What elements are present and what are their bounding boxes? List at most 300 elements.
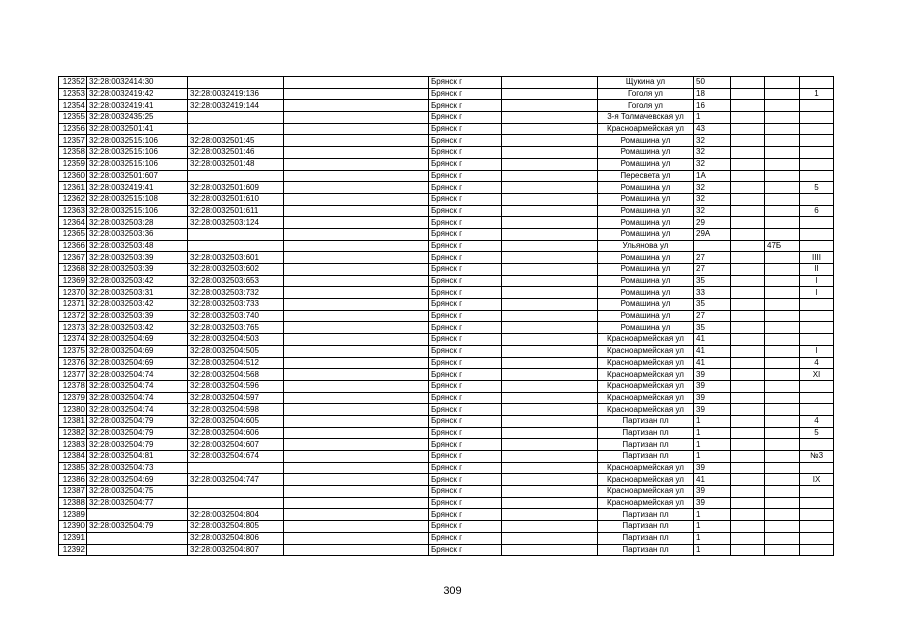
cadastral-number-cell: 32:28:0032503:42	[87, 299, 188, 311]
related-cadastral-number-cell	[188, 77, 284, 89]
street-cell: Пересвета ул	[598, 170, 694, 182]
premises-number-cell	[800, 380, 834, 392]
street-cell: Красноармейская ул	[598, 486, 694, 498]
table-row	[59, 112, 834, 124]
empty-cell	[502, 392, 598, 404]
empty-cell	[502, 228, 598, 240]
empty-cell	[284, 369, 429, 381]
related-cadastral-number-cell: 32:28:0032501:611	[188, 205, 284, 217]
cadastral-number-cell: 32:28:0032419:42	[87, 88, 188, 100]
empty-cell	[502, 135, 598, 147]
street-cell: Партизан пл	[598, 532, 694, 544]
premises-number-cell	[800, 147, 834, 159]
related-cadastral-number-cell: 32:28:0032501:45	[188, 135, 284, 147]
table-row	[59, 439, 834, 451]
empty-cell	[731, 205, 765, 217]
city-cell: Брянск г	[429, 497, 502, 509]
cadastral-number-cell: 32:28:0032503:28	[87, 217, 188, 229]
house-number-cell: 1	[694, 509, 731, 521]
row-number-cell: 12380	[59, 404, 87, 416]
related-cadastral-number-cell: 32:28:0032504:607	[188, 439, 284, 451]
city-cell: Брянск г	[429, 193, 502, 205]
cadastral-number-cell: 32:28:0032504:74	[87, 404, 188, 416]
table-row	[59, 182, 834, 194]
empty-cell	[731, 521, 765, 533]
building-number-cell	[765, 415, 800, 427]
premises-number-cell	[800, 158, 834, 170]
empty-cell	[502, 158, 598, 170]
row-number-cell: 12355	[59, 112, 87, 124]
street-cell: Красноармейская ул	[598, 392, 694, 404]
related-cadastral-number-cell: 32:28:0032504:804	[188, 509, 284, 521]
empty-cell	[502, 182, 598, 194]
row-number-cell: 12376	[59, 357, 87, 369]
city-cell: Брянск г	[429, 462, 502, 474]
premises-number-cell: №3	[800, 451, 834, 463]
empty-cell	[731, 392, 765, 404]
cadastral-number-cell: 32:28:0032515:106	[87, 205, 188, 217]
cadastral-number-cell: 32:28:0032419:41	[87, 100, 188, 112]
street-cell: Ромашина ул	[598, 158, 694, 170]
related-cadastral-number-cell: 32:28:0032501:610	[188, 193, 284, 205]
related-cadastral-number-cell: 32:28:0032504:806	[188, 532, 284, 544]
cadastral-number-cell: 32:28:0032503:31	[87, 287, 188, 299]
related-cadastral-number-cell: 32:28:0032504:512	[188, 357, 284, 369]
building-number-cell	[765, 380, 800, 392]
house-number-cell: 39	[694, 380, 731, 392]
house-number-cell: 29	[694, 217, 731, 229]
related-cadastral-number-cell	[188, 240, 284, 252]
empty-cell	[731, 170, 765, 182]
table-row	[59, 193, 834, 205]
building-number-cell	[765, 322, 800, 334]
empty-cell	[731, 264, 765, 276]
house-number-cell: 32	[694, 182, 731, 194]
house-number-cell: 32	[694, 158, 731, 170]
row-number-cell: 12357	[59, 135, 87, 147]
empty-cell	[284, 299, 429, 311]
house-number-cell: 41	[694, 474, 731, 486]
empty-cell	[284, 310, 429, 322]
cadastral-number-cell: 32:28:0032435:25	[87, 112, 188, 124]
house-number-cell: 29А	[694, 228, 731, 240]
street-cell: Ромашина ул	[598, 217, 694, 229]
empty-cell	[284, 521, 429, 533]
table-row	[59, 299, 834, 311]
house-number-cell: 41	[694, 357, 731, 369]
related-cadastral-number-cell: 32:28:0032419:136	[188, 88, 284, 100]
row-number-cell: 12371	[59, 299, 87, 311]
empty-cell	[731, 193, 765, 205]
empty-cell	[284, 100, 429, 112]
related-cadastral-number-cell: 32:28:0032503:740	[188, 310, 284, 322]
house-number-cell: 1	[694, 439, 731, 451]
empty-cell	[731, 228, 765, 240]
building-number-cell	[765, 357, 800, 369]
empty-cell	[502, 112, 598, 124]
related-cadastral-number-cell	[188, 228, 284, 240]
empty-cell	[731, 182, 765, 194]
table-row	[59, 404, 834, 416]
city-cell: Брянск г	[429, 217, 502, 229]
row-number-cell: 12387	[59, 486, 87, 498]
related-cadastral-number-cell: 32:28:0032504:674	[188, 451, 284, 463]
building-number-cell	[765, 310, 800, 322]
related-cadastral-number-cell: 32:28:0032504:598	[188, 404, 284, 416]
empty-cell	[502, 193, 598, 205]
row-number-cell: 12354	[59, 100, 87, 112]
related-cadastral-number-cell: 32:28:0032503:765	[188, 322, 284, 334]
empty-cell	[502, 205, 598, 217]
premises-number-cell: I	[800, 345, 834, 357]
empty-cell	[731, 404, 765, 416]
street-cell: Партизан пл	[598, 415, 694, 427]
premises-number-cell	[800, 486, 834, 498]
table-row	[59, 264, 834, 276]
related-cadastral-number-cell: 32:28:0032504:605	[188, 415, 284, 427]
empty-cell	[731, 158, 765, 170]
empty-cell	[502, 439, 598, 451]
empty-cell	[284, 287, 429, 299]
empty-cell	[502, 521, 598, 533]
premises-number-cell	[800, 532, 834, 544]
row-number-cell: 12358	[59, 147, 87, 159]
row-number-cell: 12352	[59, 77, 87, 89]
empty-cell	[284, 451, 429, 463]
house-number-cell: 50	[694, 77, 731, 89]
street-cell: Партизан пл	[598, 521, 694, 533]
empty-cell	[731, 217, 765, 229]
row-number-cell: 12366	[59, 240, 87, 252]
premises-number-cell: XI	[800, 369, 834, 381]
house-number-cell: 27	[694, 252, 731, 264]
street-cell: Красноармейская ул	[598, 334, 694, 346]
premises-number-cell: II	[800, 264, 834, 276]
cadastral-number-cell: 32:28:0032503:39	[87, 252, 188, 264]
cadastral-number-cell: 32:28:0032419:41	[87, 182, 188, 194]
empty-cell	[284, 532, 429, 544]
empty-cell	[284, 404, 429, 416]
city-cell: Брянск г	[429, 532, 502, 544]
building-number-cell: 47Б	[765, 240, 800, 252]
street-cell: Ромашина ул	[598, 205, 694, 217]
empty-cell	[284, 264, 429, 276]
empty-cell	[731, 135, 765, 147]
cadastral-number-cell: 32:28:0032504:69	[87, 334, 188, 346]
table-row	[59, 252, 834, 264]
street-cell: Ромашина ул	[598, 252, 694, 264]
building-number-cell	[765, 404, 800, 416]
related-cadastral-number-cell: 32:28:0032501:609	[188, 182, 284, 194]
building-number-cell	[765, 123, 800, 135]
house-number-cell: 39	[694, 486, 731, 498]
related-cadastral-number-cell: 32:28:0032504:606	[188, 427, 284, 439]
city-cell: Брянск г	[429, 544, 502, 556]
city-cell: Брянск г	[429, 240, 502, 252]
empty-cell	[502, 170, 598, 182]
building-number-cell	[765, 252, 800, 264]
table-row	[59, 77, 834, 89]
building-number-cell	[765, 287, 800, 299]
house-number-cell: 35	[694, 322, 731, 334]
city-cell: Брянск г	[429, 310, 502, 322]
table-row	[59, 392, 834, 404]
related-cadastral-number-cell	[188, 462, 284, 474]
table-row	[59, 135, 834, 147]
building-number-cell	[765, 509, 800, 521]
city-cell: Брянск г	[429, 88, 502, 100]
building-number-cell	[765, 439, 800, 451]
house-number-cell: 39	[694, 369, 731, 381]
city-cell: Брянск г	[429, 182, 502, 194]
street-cell: Ромашина ул	[598, 147, 694, 159]
building-number-cell	[765, 392, 800, 404]
table-row	[59, 474, 834, 486]
row-number-cell: 12384	[59, 451, 87, 463]
city-cell: Брянск г	[429, 112, 502, 124]
empty-cell	[502, 427, 598, 439]
cadastral-number-cell: 32:28:0032504:69	[87, 345, 188, 357]
empty-cell	[502, 100, 598, 112]
row-number-cell: 12385	[59, 462, 87, 474]
table-row	[59, 427, 834, 439]
building-number-cell	[765, 228, 800, 240]
empty-cell	[731, 544, 765, 556]
street-cell: Ромашина ул	[598, 299, 694, 311]
empty-cell	[284, 228, 429, 240]
premises-number-cell: 5	[800, 427, 834, 439]
street-cell: Ульянова ул	[598, 240, 694, 252]
city-cell: Брянск г	[429, 369, 502, 381]
empty-cell	[284, 158, 429, 170]
empty-cell	[502, 404, 598, 416]
related-cadastral-number-cell	[188, 170, 284, 182]
empty-cell	[284, 474, 429, 486]
building-number-cell	[765, 462, 800, 474]
empty-cell	[284, 240, 429, 252]
city-cell: Брянск г	[429, 474, 502, 486]
city-cell: Брянск г	[429, 287, 502, 299]
empty-cell	[502, 287, 598, 299]
premises-number-cell	[800, 462, 834, 474]
premises-number-cell	[800, 217, 834, 229]
empty-cell	[502, 486, 598, 498]
row-number-cell: 12369	[59, 275, 87, 287]
row-number-cell: 12363	[59, 205, 87, 217]
premises-number-cell	[800, 497, 834, 509]
premises-number-cell	[800, 404, 834, 416]
empty-cell	[284, 205, 429, 217]
house-number-cell: 1	[694, 521, 731, 533]
empty-cell	[284, 135, 429, 147]
street-cell: Красноармейская ул	[598, 462, 694, 474]
cadastral-number-cell: 32:28:0032515:106	[87, 147, 188, 159]
related-cadastral-number-cell: 32:28:0032501:48	[188, 158, 284, 170]
city-cell: Брянск г	[429, 439, 502, 451]
table-row	[59, 205, 834, 217]
related-cadastral-number-cell: 32:28:0032504:505	[188, 345, 284, 357]
city-cell: Брянск г	[429, 322, 502, 334]
cadastral-number-cell: 32:28:0032504:79	[87, 521, 188, 533]
related-cadastral-number-cell: 32:28:0032503:124	[188, 217, 284, 229]
empty-cell	[502, 357, 598, 369]
building-number-cell	[765, 427, 800, 439]
related-cadastral-number-cell	[188, 112, 284, 124]
table-row	[59, 369, 834, 381]
table-row	[59, 334, 834, 346]
city-cell: Брянск г	[429, 380, 502, 392]
related-cadastral-number-cell: 32:28:0032504:805	[188, 521, 284, 533]
empty-cell	[502, 380, 598, 392]
street-cell: Ромашина ул	[598, 264, 694, 276]
empty-cell	[284, 380, 429, 392]
cadastral-number-cell: 32:28:0032504:69	[87, 474, 188, 486]
cadastral-number-cell: 32:28:0032504:73	[87, 462, 188, 474]
premises-number-cell: IX	[800, 474, 834, 486]
related-cadastral-number-cell: 32:28:0032503:733	[188, 299, 284, 311]
empty-cell	[502, 415, 598, 427]
premises-number-cell: 6	[800, 205, 834, 217]
table-row	[59, 486, 834, 498]
building-number-cell	[765, 182, 800, 194]
cadastral-number-cell: 32:28:0032503:42	[87, 275, 188, 287]
cadastral-number-cell: 32:28:0032501:41	[87, 123, 188, 135]
house-number-cell: 41	[694, 334, 731, 346]
premises-number-cell	[800, 228, 834, 240]
empty-cell	[502, 474, 598, 486]
building-number-cell	[765, 544, 800, 556]
row-number-cell: 12388	[59, 497, 87, 509]
premises-number-cell: I	[800, 287, 834, 299]
empty-cell	[284, 427, 429, 439]
row-number-cell: 12372	[59, 310, 87, 322]
table-row	[59, 100, 834, 112]
row-number-cell: 12356	[59, 123, 87, 135]
table-row	[59, 217, 834, 229]
empty-cell	[284, 252, 429, 264]
empty-cell	[502, 544, 598, 556]
related-cadastral-number-cell: 32:28:0032503:653	[188, 275, 284, 287]
table-row	[59, 497, 834, 509]
street-cell: Партизан пл	[598, 427, 694, 439]
house-number-cell: 27	[694, 264, 731, 276]
empty-cell	[731, 299, 765, 311]
city-cell: Брянск г	[429, 77, 502, 89]
table-row	[59, 544, 834, 556]
table-row	[59, 228, 834, 240]
house-number-cell: 41	[694, 345, 731, 357]
city-cell: Брянск г	[429, 521, 502, 533]
empty-cell	[284, 217, 429, 229]
row-number-cell: 12370	[59, 287, 87, 299]
cadastral-number-cell: 32:28:0032515:108	[87, 193, 188, 205]
premises-number-cell: IIII	[800, 252, 834, 264]
cadastral-number-cell	[87, 509, 188, 521]
cadastral-number-cell	[87, 544, 188, 556]
premises-number-cell	[800, 100, 834, 112]
city-cell: Брянск г	[429, 486, 502, 498]
city-cell: Брянск г	[429, 135, 502, 147]
city-cell: Брянск г	[429, 415, 502, 427]
table-row	[59, 158, 834, 170]
empty-cell	[502, 147, 598, 159]
row-number-cell: 12381	[59, 415, 87, 427]
house-number-cell: 33	[694, 287, 731, 299]
house-number-cell: 39	[694, 392, 731, 404]
table-row	[59, 532, 834, 544]
empty-cell	[731, 240, 765, 252]
table-row	[59, 380, 834, 392]
row-number-cell: 12382	[59, 427, 87, 439]
empty-cell	[284, 322, 429, 334]
city-cell: Брянск г	[429, 170, 502, 182]
empty-cell	[502, 88, 598, 100]
table-row	[59, 509, 834, 521]
table-row	[59, 322, 834, 334]
related-cadastral-number-cell: 32:28:0032504:596	[188, 380, 284, 392]
premises-number-cell	[800, 135, 834, 147]
empty-cell	[502, 310, 598, 322]
empty-cell	[731, 275, 765, 287]
city-cell: Брянск г	[429, 299, 502, 311]
empty-cell	[731, 112, 765, 124]
street-cell: Гоголя ул	[598, 100, 694, 112]
related-cadastral-number-cell: 32:28:0032419:144	[188, 100, 284, 112]
table-row	[59, 88, 834, 100]
building-number-cell	[765, 147, 800, 159]
street-cell: Красноармейская ул	[598, 404, 694, 416]
empty-cell	[502, 77, 598, 89]
empty-cell	[731, 486, 765, 498]
empty-cell	[731, 439, 765, 451]
table-row	[59, 287, 834, 299]
empty-cell	[502, 497, 598, 509]
empty-cell	[502, 322, 598, 334]
street-cell: Ромашина ул	[598, 228, 694, 240]
related-cadastral-number-cell	[188, 123, 284, 135]
row-number-cell: 12390	[59, 521, 87, 533]
city-cell: Брянск г	[429, 252, 502, 264]
empty-cell	[731, 369, 765, 381]
empty-cell	[731, 77, 765, 89]
premises-number-cell	[800, 193, 834, 205]
house-number-cell: 27	[694, 310, 731, 322]
building-number-cell	[765, 217, 800, 229]
row-number-cell: 12365	[59, 228, 87, 240]
empty-cell	[731, 509, 765, 521]
city-cell: Брянск г	[429, 334, 502, 346]
street-cell: Партизан пл	[598, 439, 694, 451]
cadastral-number-cell: 32:28:0032504:74	[87, 380, 188, 392]
house-number-cell: 1	[694, 451, 731, 463]
street-cell: Красноармейская ул	[598, 123, 694, 135]
row-number-cell: 12362	[59, 193, 87, 205]
city-cell: Брянск г	[429, 392, 502, 404]
empty-cell	[284, 182, 429, 194]
city-cell: Брянск г	[429, 357, 502, 369]
row-number-cell: 12367	[59, 252, 87, 264]
street-cell: Красноармейская ул	[598, 357, 694, 369]
street-cell: Партизан пл	[598, 544, 694, 556]
related-cadastral-number-cell: 32:28:0032503:732	[188, 287, 284, 299]
empty-cell	[284, 462, 429, 474]
empty-cell	[284, 334, 429, 346]
empty-cell	[284, 147, 429, 159]
related-cadastral-number-cell: 32:28:0032503:602	[188, 264, 284, 276]
table-row	[59, 415, 834, 427]
street-cell: Красноармейская ул	[598, 380, 694, 392]
row-number-cell: 12378	[59, 380, 87, 392]
